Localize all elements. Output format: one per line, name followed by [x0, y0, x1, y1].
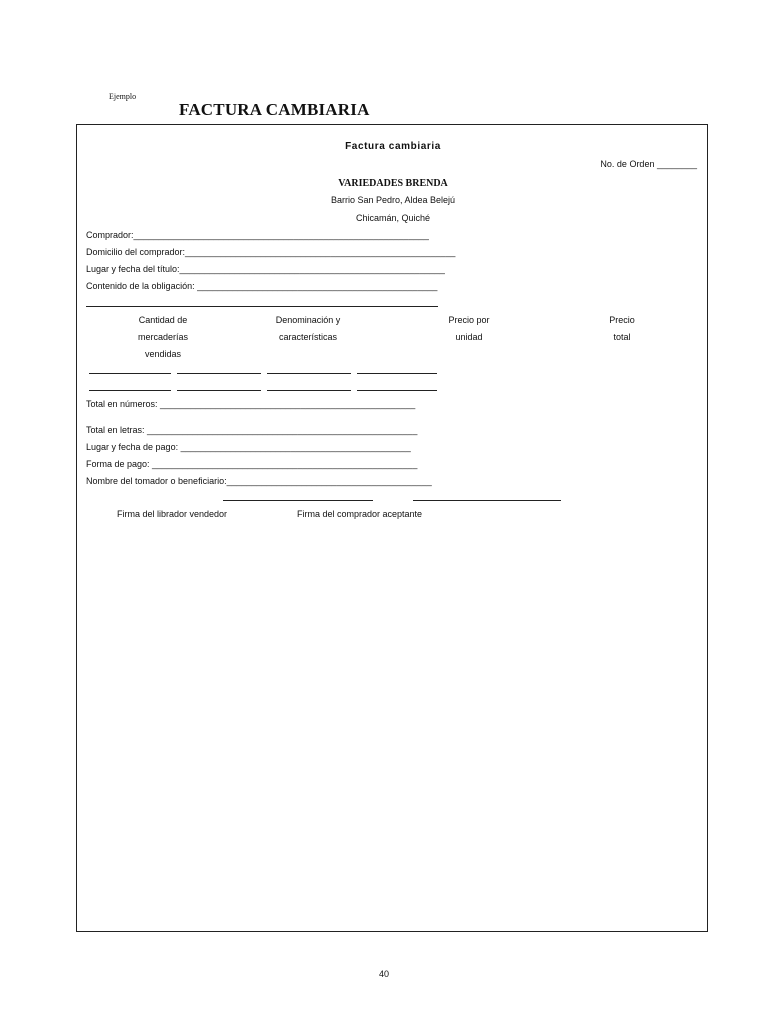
example-label: Ejemplo — [109, 92, 137, 101]
header-total-price-line2: total — [613, 332, 631, 342]
signature-line-drawer — [223, 500, 373, 501]
header-quantity-line2: mercaderías — [137, 332, 189, 342]
signature-label-buyer: Firma del comprador aceptante — [297, 509, 423, 519]
business-address-line2: Chicamán, Quiché — [355, 213, 431, 223]
total-numbers-field: Total en números: ___________________________________________________ — [86, 399, 416, 409]
page-title: FACTURA CAMBIARIA — [179, 100, 370, 119]
signature-label-drawer: Firma del librador vendedor — [117, 509, 228, 519]
invoice-form — [76, 124, 708, 932]
form-title: Factura cambiaria — [345, 141, 441, 152]
place-date-title-field: Lugar y fecha del título:_____________________________________________________ — [86, 264, 445, 274]
obligation-field: Contenido de la obligación: ________________________________________________ — [86, 281, 438, 291]
business-name: VARIEDADES BRENDA — [338, 178, 448, 189]
header-quantity-line1: Cantidad de — [138, 315, 188, 325]
obligation-continuation-line — [86, 306, 438, 307]
header-unit-price-line1: Precio por — [448, 315, 490, 325]
table-row-line — [357, 390, 437, 391]
page-number: 40 — [378, 969, 389, 979]
buyer-address-field: Domicilio del comprador:______________________________________________________ — [86, 247, 456, 257]
business-address-line1: Barrio San Pedro, Aldea Belejú — [330, 195, 456, 205]
table-row-line — [177, 373, 261, 374]
drawee-beneficiary-field: Nombre del tomador o beneficiario:_________________________________________ — [86, 476, 432, 486]
table-row-line — [89, 373, 171, 374]
table-row-line — [267, 373, 351, 374]
signature-line-buyer — [413, 500, 561, 501]
payment-method-field: Forma de pago: _____________________________________________________ — [86, 459, 418, 469]
header-description-line1: Denominación y — [275, 315, 341, 325]
buyer-field: Comprador:___________________________________________________________ — [86, 230, 429, 240]
header-total-price-line1: Precio — [609, 315, 635, 325]
header-unit-price-line2: unidad — [455, 332, 483, 342]
table-row-line — [267, 390, 351, 391]
total-letters-field: Total en letras: ______________________________________________________ — [86, 425, 418, 435]
table-row-line — [177, 390, 261, 391]
order-number-field: No. de Orden ________ — [600, 159, 697, 169]
payment-place-date-field: Lugar y fecha de pago: ______________________________________________ — [86, 442, 411, 452]
header-description-line2: características — [278, 332, 338, 342]
table-row-line — [89, 390, 171, 391]
header-quantity-line3: vendidas — [144, 349, 182, 359]
table-row-line — [357, 373, 437, 374]
